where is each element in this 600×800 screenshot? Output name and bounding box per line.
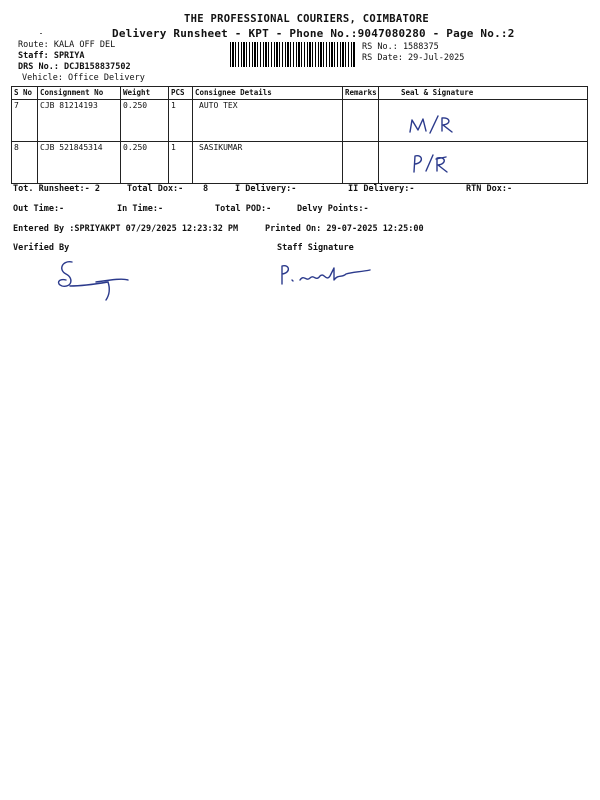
seal-mark-pr [410,150,460,176]
col-consignment: Consignment No [38,87,121,100]
staff-signature-label: Staff Signature [277,243,354,253]
col-pcs: PCS [169,87,193,100]
verified-by-label: Verified By [13,243,70,253]
row-weight: 0.250 [121,100,169,142]
rs-date: RS Date: 29-Jul-2025 [362,53,465,63]
col-remarks: Remarks [343,87,379,100]
entered-by: Entered By :SPRIYAKPT 07/29/2025 12:23:32 PM [13,224,239,234]
seal-mark-mr [406,112,466,138]
total-dox-value: 8 [203,184,209,194]
speck [40,33,42,34]
route-label: Route: KALA OFF DEL [18,40,116,50]
staff-label: Staff: SPRIYA [18,51,85,61]
col-consignee-details: Consignee Details [193,87,343,100]
row-consignment: CJB 81214193 [38,100,121,142]
total-dox-label: Total Dox:- [127,184,184,194]
row-pcs: 1 [169,100,193,142]
i-delivery: I Delivery:- [235,184,297,194]
delivery-table [11,86,588,184]
rs-number: RS No.: 1588375 [362,42,439,52]
runsheet-title: Delivery Runsheet - KPT - Phone No.:9047080280 - Page No.:2 [112,27,515,40]
out-time: Out Time:- [13,204,65,214]
col-seal-signature: Seal & Signature [379,87,588,100]
staff-signature-drawing [276,262,376,288]
company-title: THE PROFESSIONAL COURIERS, COIMBATORE [184,13,429,25]
row-weight: 0.250 [121,142,169,184]
row-pcs: 1 [169,142,193,184]
row-remarks [343,142,379,184]
col-weight: Weight [121,87,169,100]
row-details: AUTO TEX [193,100,343,142]
table-header-row [12,87,588,100]
row-remarks [343,100,379,142]
table-row [12,142,588,184]
row-sno: 8 [12,142,38,184]
delivery-points: Delvy Points:- [297,204,369,214]
printed-on: Printed On: 29-07-2025 12:25:00 [265,224,424,234]
tot-runsheet: Tot. Runsheet:- 2 [13,184,100,194]
drs-number: DRS No.: DCJB158837502 [18,62,131,72]
vehicle-label: Vehicle: Office Delivery [22,73,145,83]
in-time: In Time:- [117,204,164,214]
total-pod: Total POD:- [215,204,272,214]
verifier-signature [52,256,132,302]
barcode [230,42,356,67]
rtn-dox: RTN Dox:- [466,184,513,194]
ii-delivery: II Delivery:- [348,184,415,194]
col-sno: S No [12,87,38,100]
row-consignment: CJB 521845314 [38,142,121,184]
row-sno: 7 [12,100,38,142]
table-row [12,100,588,142]
row-details: SASIKUMAR [193,142,343,184]
